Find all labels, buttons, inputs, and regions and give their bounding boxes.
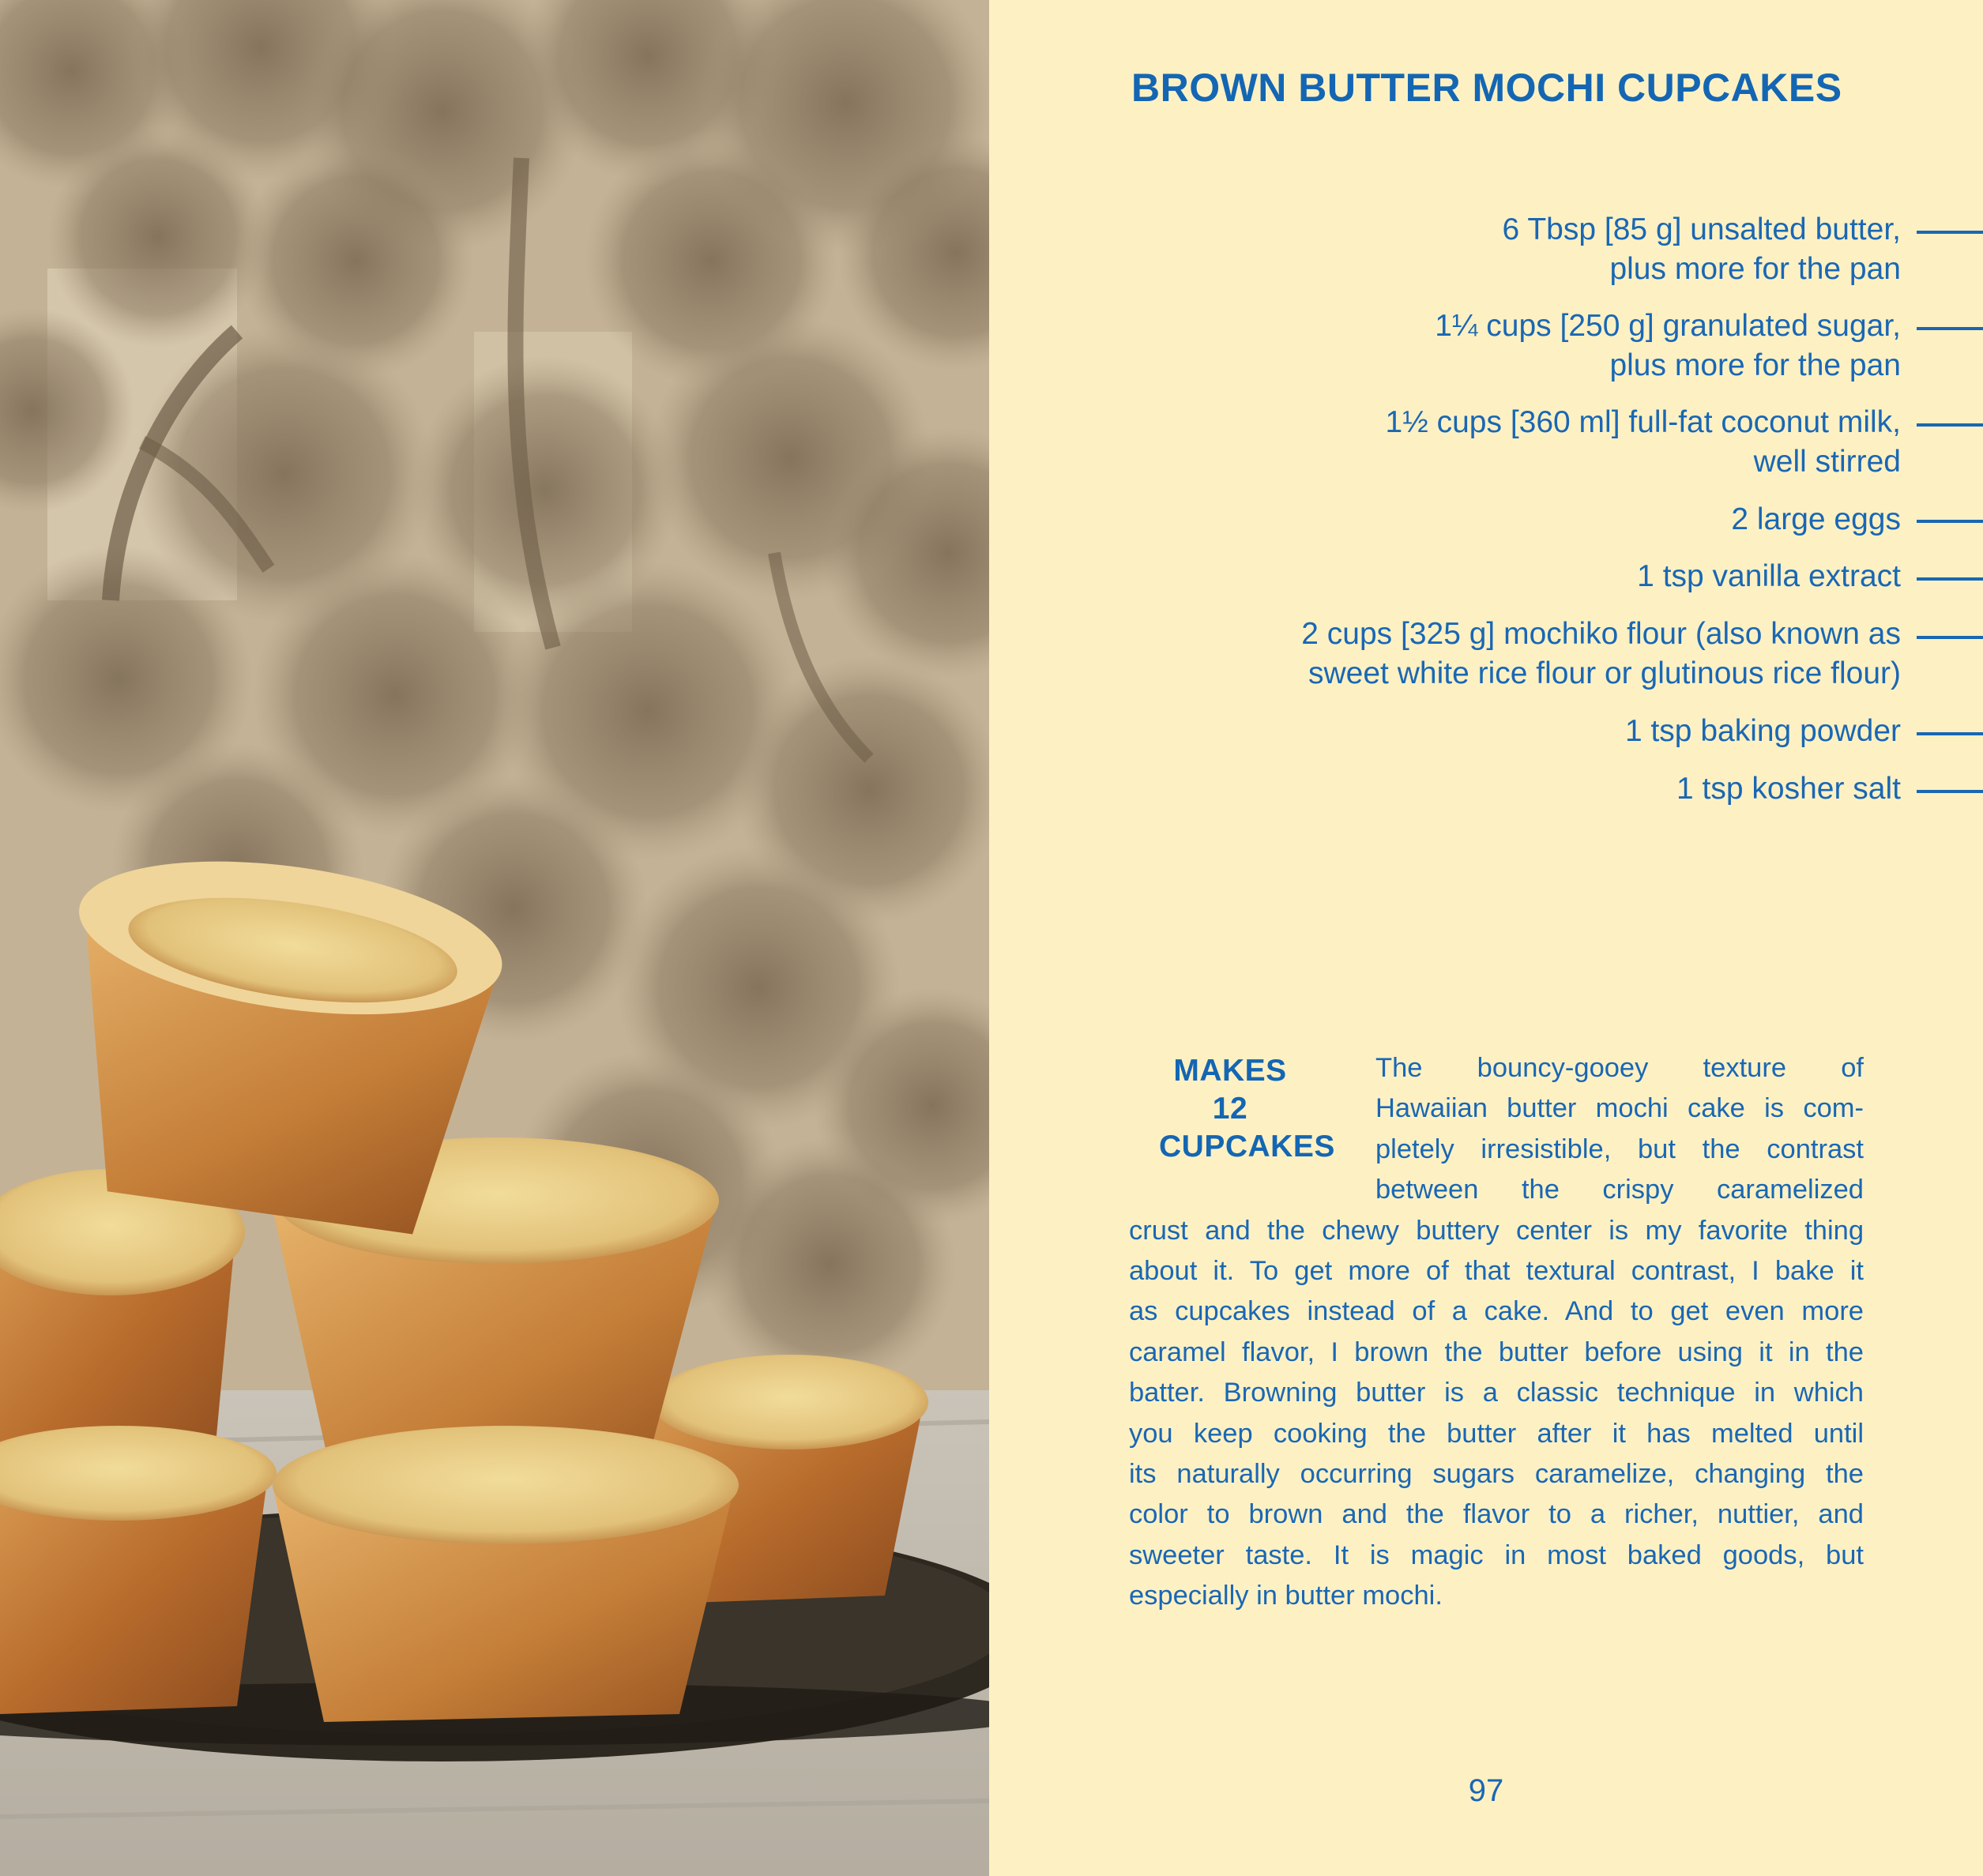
ingredient-rule — [1917, 520, 1983, 523]
ingredient-line: plus more for the pan — [1609, 348, 1901, 382]
ingredient-item — [1111, 712, 1901, 751]
ingredient-rule — [1917, 636, 1983, 639]
yield-unit: CUPCAKES — [1159, 1130, 1335, 1164]
ingredient-line: 1½ cups [360 ml] full-fat coconut milk, — [1385, 405, 1901, 439]
ingredient-line: 1 tsp vanilla extract — [1637, 559, 1901, 593]
ingredient-item — [1111, 500, 1901, 539]
recipe-title: BROWN BUTTER MOCHI CUPCAKES — [1131, 66, 1842, 110]
ingredient-item — [1111, 557, 1901, 596]
cupcakes-photo-illustration — [0, 0, 989, 1876]
intro-line: about it. To get more of that textural contrast, I bake it — [1129, 1256, 1864, 1287]
intro-line: caramel flavor, I brown the butter before using it in the — [1129, 1337, 1864, 1367]
ingredient-line: 2 cups [325 g] mochiko flour (also known as — [1301, 617, 1901, 651]
ingredient-rule — [1917, 732, 1983, 735]
intro-line: between the crispy caramelized — [1375, 1175, 1864, 1205]
ingredient-line: 1 tsp baking powder — [1624, 714, 1901, 748]
page-number: 97 — [1468, 1773, 1504, 1808]
intro-line: The bouncy-gooey texture of — [1375, 1053, 1864, 1083]
ingredient-line: plus more for the pan — [1609, 252, 1901, 286]
intro-line: pletely irresistible, but the contrast — [1375, 1133, 1864, 1164]
intro-line: sweeter taste. It is magic in most baked goods, but — [1129, 1540, 1864, 1570]
ingredient-item — [1111, 306, 1901, 385]
intro-line: color to brown and the flavor to a richer, nuttier, and — [1129, 1499, 1864, 1530]
ingredient-item — [1111, 615, 1901, 694]
ingredient-line: 2 large eggs — [1731, 502, 1901, 536]
ingredient-line: 1 tsp kosher salt — [1676, 772, 1901, 806]
intro-line: especially in butter mochi. — [1129, 1581, 1443, 1611]
ingredient-line: sweet white rice flour or glutinous rice flour) — [1308, 656, 1901, 690]
ingredient-line: well stirred — [1753, 445, 1901, 479]
ingredient-item — [1111, 403, 1901, 482]
recipe-page — [989, 0, 1983, 1876]
intro-line: you keep cooking the butter after it has melted until — [1129, 1418, 1864, 1449]
recipe-intro — [1129, 1048, 1864, 1617]
ingredient-rule — [1917, 231, 1983, 234]
intro-line: crust and the chewy buttery center is my favorite thing — [1129, 1215, 1864, 1246]
intro-line: its naturally occurring sugars caramelize, changing the — [1129, 1459, 1864, 1490]
ingredient-line: 1¼ cups [250 g] granulated sugar, — [1435, 309, 1901, 343]
ingredient-rule — [1917, 790, 1983, 793]
yield-count: 12 — [1212, 1092, 1248, 1126]
recipe-photo — [0, 0, 989, 1876]
intro-line: Hawaiian butter mochi cake is com- — [1375, 1093, 1864, 1124]
intro-line: batter. Browning butter is a classic technique in which — [1129, 1378, 1864, 1408]
ingredient-rule — [1917, 577, 1983, 581]
ingredient-item — [1111, 210, 1901, 289]
intro-line: as cupcakes instead of a cake. And to get even more — [1129, 1296, 1864, 1327]
ingredient-item — [1111, 769, 1901, 809]
ingredient-rule — [1917, 423, 1983, 427]
ingredient-line: 6 Tbsp [85 g] unsalted butter, — [1502, 212, 1901, 246]
ingredient-rule — [1917, 327, 1983, 330]
yield-label: MAKES — [1173, 1054, 1287, 1088]
